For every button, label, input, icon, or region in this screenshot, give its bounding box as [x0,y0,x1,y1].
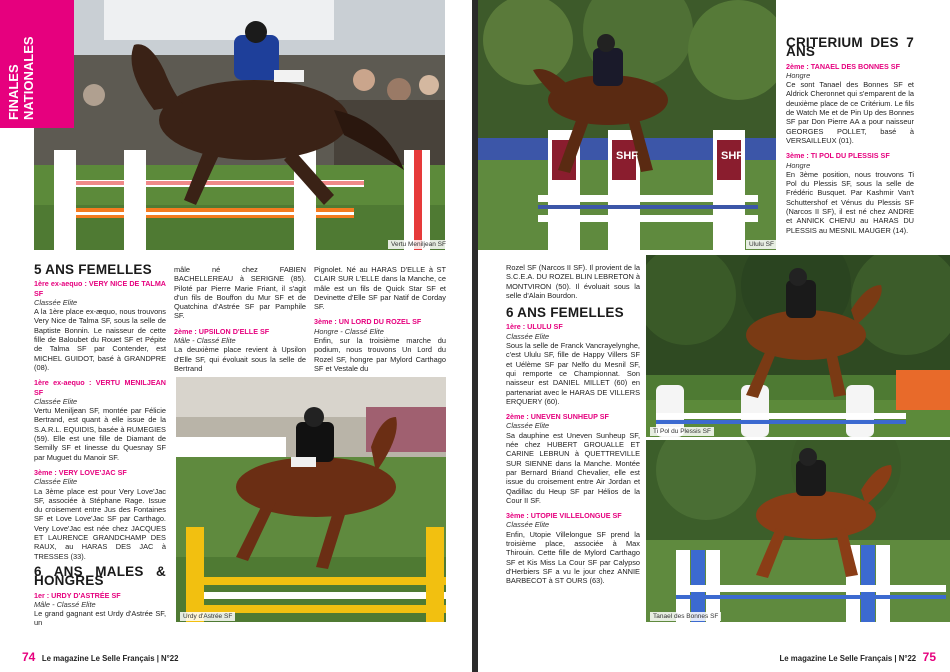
entry-rank: 1ère ex-aequo : VERY NICE DE TALMA SF [34,279,166,298]
page-footer [780,650,936,664]
shf-sign-1: SHF [616,150,638,162]
entry-rank: 3ème : VERY LOVE'JAC SF [34,467,127,477]
flag-line-1: FINALES [6,64,21,120]
entry-class: Classée Elite [34,297,78,307]
entry-text: La 3ème place est pour Very Love'Jac SF, associée à Stéphane Rage. Issue du croisement entre Jus des Fontaines SF et Love Love'Jac SF par Carthago. Very Love'Jac est née chez JACQUES ET LAURENCE GRANDCHAMP DES RAUX, au HARAS DES JAC à TRESSES (33). [34,486,166,561]
entry-text: Vertu Meniljean SF, montée par Félicie Bertrand, est quant à elle issue de la S.A.R.L. EQUIDIS, basée à RUMEGIES (59). Elle est une fille de Diamant de Semilly SF et Iinesse du Quesnay SF par Muguet du Manoir SF. [34,406,166,462]
entry-text: Sa dauphine est Uneven Sunheup SF, née chez HUBERT GROUALLE ET CARINE LEBRUN à QUETTREVILLE SUR SIENNE dans la Manche. Montée par Bernard Briand Chevalier, elle est issue du croisement entre Air Jordan et Qadillac du Heup SF par Hélios de la Cour II SF. [506,430,640,505]
entry-text: A la 1ère place ex-æquo, nous trouvons Very Nice de Talma SF, sous la selle de Baptiste Bonnin. Le naisseur de cette fille de Baloubet du Rouet SF et Pépite de Talma SF par Contender, est MICHEL GUIDOT, basé à GRANDPRE (08). [34,307,166,372]
magazine-name: Le magazine Le Selle Français | N°22 [41,654,179,663]
flag-label [6,0,36,120]
shf-sign-2: SHF [721,150,743,162]
entry-rank: 2ème : UNEVEN SUNHEUP SF [506,412,609,422]
entry-class: Hongre [786,70,811,80]
page-footer [22,650,178,664]
entry-text: Sous la selle de Franck Vancrayelynghe, c'est Ululu SF, fille de Happy Villers SF et Uélème SF par Nelfo du Mesnil SF, qui remporte ce Championnat. Son naisseur est DANIEL MILLET (60) en partenariat avec le HARAS DE VILLERS ERQUERY (60). [506,341,640,406]
entry-un-lord [314,317,446,373]
entry-ululu [506,322,640,406]
entry-text: La deuxième place revient à Upsilon d'Elle SF, qui évoluait sous la selle de Bertrand [174,345,306,373]
entry-rank: 3ème : UTOPIE VILLELONGUE SF [506,511,622,521]
entry-very-nice [34,279,166,372]
text-column-criterium [786,35,914,241]
entry-ti-pol [786,151,914,235]
entry-rank: 1ère ex-aequo : VERTU MENILJEAN SF [34,378,166,397]
entry-upsilon [174,327,306,373]
entry-uneven [506,412,640,505]
entry-class: Mâle - Classé Elite [174,336,236,346]
entry-text: Enfin, Utopie Villelongue SF prend la troisième place, associée à Max Thirouin. Cette fille de Mylord Carthago SF et Kis Miss La Cour SF par Calypso d'Herbiers SF a vu le jour chez ANNIE BARBECOT à ST OURS (63). [506,529,640,586]
photo-urdy-dastree [176,377,446,622]
text-column-6-ans [506,263,640,592]
continued-text: Pignolet. Né au HARAS D'ELLE à ST CLAIR SUR L'ELLE dans la Manche, ce mâle est un fils de Quick Star SF et Devinette d'Elle SF par Natif de Corday SF. [314,265,446,312]
photo-ululu [478,0,776,250]
entry-text: Le grand gagnant est Urdy d'Astrée SF, un [34,609,166,628]
entry-very-lovejac [34,468,166,561]
page-number: 74 [22,650,36,664]
entry-class: Hongre - Classé Elite [314,326,384,336]
photo-ti-pol [646,255,950,437]
entry-class: Classée Elite [506,520,550,530]
entry-class: Hongre [786,160,811,170]
text-column-1 [34,262,166,634]
entry-rank: 2ème : UPSILON D'ELLE SF [174,326,270,336]
photo-vertu-meniljean [34,0,445,250]
photo-caption: Urdy d'Astrée SF [180,612,235,621]
entry-rank: 3ème : TI POL DU PLESSIS SF [786,151,890,161]
entry-text: Enfin, sur la troisième marche du podium, nous trouvons Un Lord du Rozel SF, hongre par Mylord Carthago SF et Vestale du [314,336,446,373]
continued-text: mâle né chez FABIEN BACHELLEREAU à SERIGNE (85). Piloté par Pierre Marie Friant, il s'agit d'un fils de Bouffon du Mur SF et de Quatchina d'Astrée SF par Pamphile SF. [174,265,306,321]
entry-urdy [34,591,166,628]
photo-tanael [646,440,950,622]
entry-class: Mâle - Classé Elite [34,599,96,609]
entry-class: Classée Elite [506,331,550,341]
entry-utopie [506,511,640,585]
section-flag [0,0,74,128]
flag-line-2: NATIONALES [21,36,36,120]
entry-rank: 3ème : UN LORD DU ROZEL SF [314,317,422,327]
text-column-3 [314,265,446,379]
photo-caption: Ti Pol du Plessis SF [650,427,714,436]
entry-rank: 1ère : ULULU SF [506,322,563,332]
section-heading-criterium: CRITERIUM DES 7 ANS [786,35,914,60]
entry-rank: 2ème : TANAEL DES BONNES SF [786,61,900,71]
entry-text: En 3ème position, nous trouvons Ti Pol du Plessis SF, sous la selle de Frédéric Busquet. Par Kashmir Van't Schuttershof et Vénus du Plessis SF (Narcos II SF), il est né chez ANDRE et ANNICK CHENU au HARAS DU PLESSIS au MESNIL MAUGER (14). [786,169,914,235]
right-page [478,0,950,672]
left-page [0,0,472,672]
entry-class: Classée Elite [34,477,78,487]
section-heading-6-ans-males: 6 ANS MALES & HONGRES [34,563,166,589]
entry-rank: 1er : URDY D'ASTRÉE SF [34,590,121,600]
entry-vertu [34,378,166,462]
section-heading-6-ans-femelles: 6 ANS FEMELLES [506,305,624,321]
photo-caption: Vertu Meniljean SF [388,240,449,249]
entry-class: Classée Elite [34,396,78,406]
entry-tanael [786,62,914,146]
page-number: 75 [922,650,936,664]
entry-text: Ce sont Tanael des Bonnes SF et Aldrick Cheronnet qui s'emparent de la deuxième place de ce Critérium. Le fils de Watch Me et de Pin Up des Bonnes SF par Don Pierre AA a pour naisseur GEORGES POLLET, basé à VERSAILLEUX (01). [786,80,914,145]
continued-text: Rozel SF (Narcos II SF). Il provient de la S.C.E.A. DU ROZEL BLIN LEBRETON à MONTVIRON (50). Il évoluait sous la selle d'Alain Bourdon. [506,263,640,300]
text-column-2 [174,265,306,379]
section-heading-5-ans-femelles: 5 ANS FEMELLES [34,262,152,277]
entry-class: Classée Elite [506,421,550,431]
magazine-name: Le magazine Le Selle Français | N°22 [779,654,917,663]
photo-caption: Ululu SF [746,240,777,249]
photo-caption: Tanael des Bonnes SF [650,612,721,621]
